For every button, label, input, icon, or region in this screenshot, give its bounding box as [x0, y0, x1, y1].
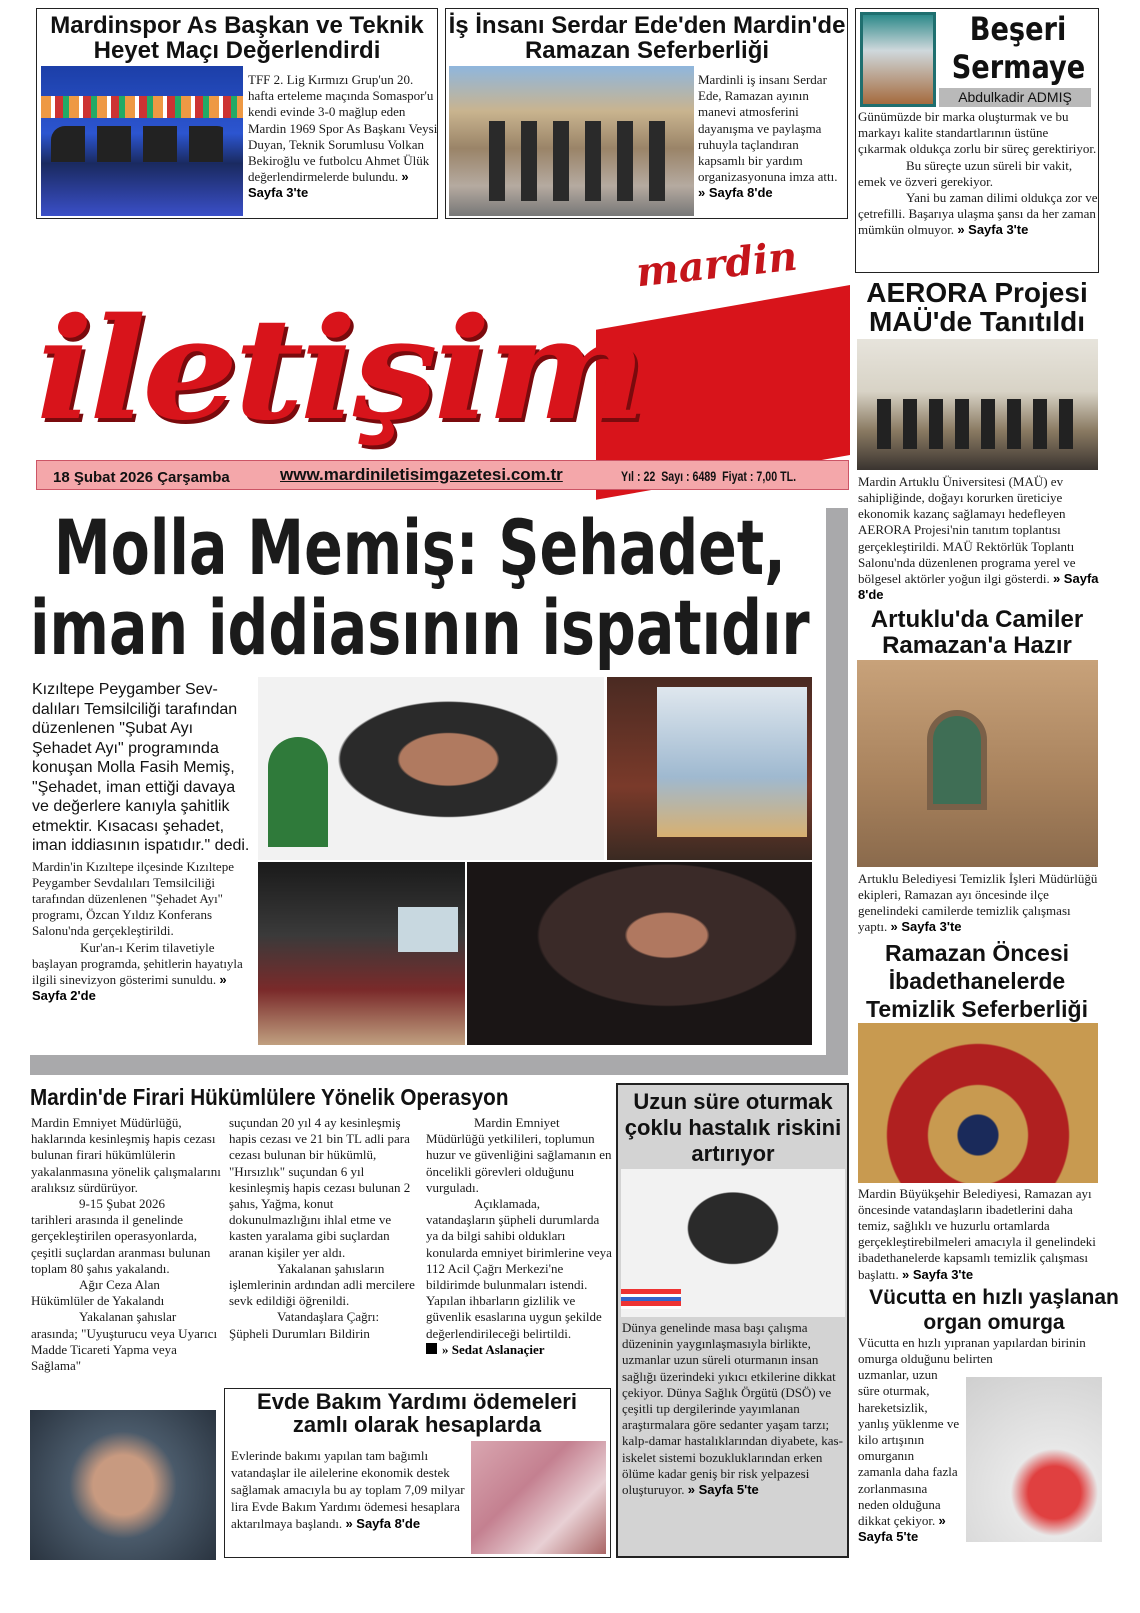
- story-body: [248, 72, 438, 202]
- paragraph: Kur'an-ı Kerim tilavetiyle başlayan programda, şehitlerin hayatıyla ilgili sinevizyon gösterimi sunuldu.: [32, 939, 243, 987]
- back-pain-photo: [966, 1377, 1102, 1542]
- subheading: Şüpheli Durumları Bildirin: [229, 1325, 370, 1341]
- paragraph: Yakalanan şahısların işlemlerinin ardından adli mercilere sevk edildiği öğrenildi.: [229, 1260, 415, 1309]
- author-name: Abdulkadir ADMIŞ: [939, 88, 1091, 107]
- column-title-2: [952, 49, 1085, 87]
- story-title: AERORA Projesi MAÜ'de Tanıtıldı: [866, 277, 1088, 338]
- column-title: [952, 11, 1085, 48]
- story-body: [231, 1447, 466, 1532]
- story-col-2: [229, 1115, 419, 1342]
- author-name: » Sedat Aslanaçier: [442, 1341, 545, 1357]
- continue-link[interactable]: » Sayfa 3'te: [248, 169, 409, 201]
- top-left-story[interactable]: [36, 8, 438, 219]
- continue-link[interactable]: » Sayfa 3'te: [890, 919, 962, 935]
- story-title: Uzun süre oturmak çoklu hastalık riskini artırıyor: [624, 1089, 842, 1166]
- lead-intro: Kızıltepe Peygamber Sevdalıları Temsilciliği tarafından düzenlenen "Şubat Ayı Şehadet Ayı" programında konuşan Molla Fasih Memiş, "Şehadet, iman ettiği davaya ve değerlere kanıyla şahitlik etmektir. Kısacası şehadet, iman iddiasının ispatıdır." dedi.: [32, 681, 250, 854]
- website-link[interactable]: www.mardiniletisimgazetesi.com.tr: [280, 465, 563, 484]
- story-text: TFF 2. Lig Kırmızı Grup'un 20. hafta erteleme maçında Somaspor'u kendi evinde 3-0 mağlup eden Mardin 1969 Spor As Başkanı Veysi Duyan, Teknik Sorumlusu Volkan Bekiroğlu ve futbolcu Ahmet Ülük değerlendirmelerde bulundu.: [248, 72, 438, 185]
- opinion-column[interactable]: [855, 8, 1099, 273]
- author-photo: [860, 12, 936, 107]
- story-body-top: Vücutta en hızlı yıpranan yapılardan birinin omurga olduğunu belirten: [858, 1334, 1086, 1367]
- paragraph: tarihleri arasında il genelinde gerçekleştirilen operasyonlarda, çeşitli suçlardan aranması bulunan toplam 80 şahıs yakalandı.: [31, 1212, 211, 1276]
- story-body: [852, 474, 1102, 604]
- story-text: Artuklu Belediyesi Temizlik İşleri Müdürlüğü ekipleri, Ramazan ayı öncesinde ilçe genelindeki camilerde temizlik çalışması yaptı.: [858, 870, 1098, 935]
- headline-line: Molla Memiş: Şehadet,: [53, 503, 786, 592]
- continue-link[interactable]: » Sayfa 5'te: [687, 1482, 759, 1498]
- lead-headline: [30, 503, 810, 672]
- evde-bakim-story[interactable]: [224, 1388, 611, 1558]
- speaker-microphone-photo: [467, 862, 812, 1045]
- column-title-line: Beşeri: [969, 10, 1067, 48]
- story-text: uzmanlar, uzun süre oturmak, hareketsizlik, yanlış yüklenme ve kilo artışının omurganın zamanla daha fazla zorlanmasına neden olduğuna dikkat çekiyor.: [858, 1367, 960, 1529]
- continue-link[interactable]: » Sayfa 8'de: [345, 1516, 421, 1531]
- meeting-photo: [857, 339, 1098, 470]
- continue-link[interactable]: » Sayfa 5'te: [858, 1513, 946, 1545]
- story-title: Ramazan Öncesi İbadethanelerde Temizlik Seferberliği: [866, 939, 1088, 1022]
- paragraph: Yakalanan şahıslar: [79, 1309, 177, 1325]
- story-text: Mardin Artuklu Üniversitesi (MAÜ) ev sahipliğinde, doğayı korurken üreticiye ekonomik kazanç sağlamayı hedefleyen AERORA Projesi'nin tanıtım toplantısı gerçekleştirildi. MAÜ Rektörlük Toplantı Salonu'nda düzenlenen programa yerel ve bölgesel aktörler yoğun ilgi gösterdi.: [858, 473, 1076, 586]
- paragraph: arasında; "Uyuşturucu veya Uyarıcı Madde Ticareti Yapma veya Sağlama": [31, 1325, 218, 1374]
- story-text: Dünya genelinde masa başı çalışma düzeninin yaygınlaşmasıyla birlikte, uzmanlar uzun süreli oturmanın insan sağlığı üzerindeki yıkıcı etkilerine dikkat çekiyor. Dünya Sağlık Örgütü (DSÖ) ve çeşitli tıp dergilerinde yayımlanan araştırmalara göre sedanter yaşam tarzı; kalp-damar hastalıklarından diyabete, kas-iskelet sistemi bozukluklarından erken ölüme kadar geniş bir risk yelpazesi oluşturuyor.: [622, 1320, 843, 1498]
- paragraph: suçundan 20 yıl 4 ay kesinleşmiş hapis cezası ve 21 bin TL adli para cezası bulunan bir hükümlü, "Hırsızlık" suçundan 6 yıl kesinleşmiş hapis cezası bulunan 2 şahıs, Yağma, konut dokunulmazlığını ihlal etme ve kasten yaralama gibi suçlardan aranan kişiler yer aldı.: [229, 1115, 411, 1260]
- square-bullet-icon: [426, 1343, 437, 1354]
- story-body: [698, 72, 846, 202]
- issue-date: 18 Şubat 2026 Çarşamba: [53, 469, 230, 486]
- charity-visit-photo: [449, 66, 694, 216]
- logo: iletişim: [36, 288, 643, 452]
- gray-frame-right: [826, 508, 848, 1075]
- banknotes-photo: [471, 1441, 606, 1554]
- paragraph: vatandaşların şüpheli durumlarda ya da bilgi sahibi oldukları konularda emniyet birimlerine veya 112 Acil Çağrı Merkezi'ne bildirimde bulunmaları istendi. Yapılan ihbarların gizlilik ve güvenlik esaslarına uygun şekilde değerlendirileceği belirtildi.: [426, 1212, 612, 1341]
- paragraph: Bu süreçte uzun süreli bir vakit, emek ve özveri gerekiyor.: [858, 157, 1073, 189]
- gray-frame-bottom: [30, 1055, 848, 1075]
- paragraph: Açıklamada,: [474, 1196, 541, 1212]
- audience-photo: [258, 862, 465, 1045]
- top-mid-story[interactable]: [445, 8, 848, 219]
- masthead: [36, 232, 850, 460]
- right-column: [852, 277, 1119, 1545]
- story-title: Evde Bakım Yardımı ödemeleri zamlı olarak hesaplarda: [257, 1389, 577, 1438]
- story-title: Vücutta en hızlı yaşlanan organ omurga: [869, 1285, 1119, 1334]
- subheading: Vatandaşlara Çağrı:: [277, 1309, 380, 1325]
- paragraph: Mardin'in Kızıltepe ilçesinde Kızıltepe Peygamber Sevdalıları Temsilciliği tarafından düzenlenen "Şehadet Ayı" programı, Özcan Yıldız Konferans Salonu'nda gerçekleştirildi.: [32, 858, 234, 939]
- office-worker-photo: [621, 1169, 845, 1317]
- column-title-line: Sermaye: [951, 48, 1086, 86]
- paragraph: Mardin Emniyet Müdürlüğü, haklarında kesinleşmiş hapis cezası bulunan firari hükümlülerin yakalanmasına yönelik çalışmalarını aralıksız sürdürüyor.: [31, 1115, 221, 1195]
- uzun-sure-story[interactable]: [616, 1083, 849, 1558]
- paragraph: Günümüzde bir marka oluşturmak ve bu markayı kalite standartlarının üstüne çıkarmak oldukça zorlu bir süreç gerektiriyor.: [858, 109, 1097, 157]
- continue-link[interactable]: » Sayfa 3'te: [957, 222, 1029, 238]
- story-body: [852, 871, 1102, 936]
- story-text: Mardinli iş insanı Serdar Ede, Ramazan ayının manevi atmosferini dayanışma ve paylaşma ruhuyla taçlandıran kapsamlı bir yardım organizasyonuna imza attı.: [698, 72, 838, 185]
- continue-link[interactable]: » Sayfa 3'te: [902, 1266, 974, 1282]
- carpet-cleaning-photo: [858, 1023, 1098, 1183]
- press-conference-photo: [41, 66, 243, 216]
- subheading: Ağır Ceza Alan: [79, 1277, 160, 1293]
- info-bar: [36, 460, 849, 490]
- story-title: Artuklu'da Camiler Ramazan'a Hazır: [870, 606, 1084, 659]
- story-col-1: [31, 1115, 221, 1374]
- lead-body: [32, 859, 254, 1005]
- paragraph: 9-15 Şubat 2026: [79, 1196, 165, 1212]
- subheading: Hükümlüler de Yakalandı: [31, 1293, 165, 1309]
- story-title: Mardin'de Firari Hükümlülere Yönelik Operasyon: [30, 1084, 509, 1110]
- lead-text: [32, 680, 254, 1004]
- story-body: [852, 1367, 1102, 1545]
- banner-photo: [607, 677, 812, 860]
- story-text: Evlerinde bakımı yapılan tam bağımlı vatandaşlar ile ailelerine ekonomik destek sağlamak amacıyla bu ay toplam 7,09 milyar lira Evde Bakım Yardımı ödemesi hesaplara aktarılmaya başlandı.: [231, 1448, 465, 1531]
- story-body: [852, 1186, 1102, 1283]
- mosque-cleaning-photo: [857, 660, 1098, 867]
- story-title: İş İnsanı Serdar Ede'den Mardin'de Ramazan Seferberliği: [448, 12, 846, 65]
- continue-link[interactable]: » Sayfa 2'de: [32, 971, 227, 1004]
- continue-link[interactable]: » Sayfa 8'de: [858, 571, 1099, 603]
- column-body: [858, 109, 1098, 239]
- logo-subtitle: mardin: [633, 232, 800, 297]
- headline-line: iman iddiasının ispatıdır: [30, 583, 810, 672]
- paragraph: Yani bu zaman dilimi oldukça zor ve çetrefilli. Başarıya ulaşma şansı da her zaman mümkün olmuyor.: [858, 190, 1098, 238]
- speaker-photo: [258, 677, 604, 860]
- continue-link[interactable]: » Sayfa 8'de: [698, 185, 773, 201]
- paragraph: Mardin Emniyet: [474, 1115, 560, 1130]
- handcuffs-photo: [30, 1410, 216, 1560]
- story-body: [622, 1320, 848, 1498]
- issue-info: Yıl : 22 Sayı : 6489 Fiyat : 7,00 TL.: [621, 468, 797, 484]
- story-title: Mardinspor As Başkan ve Teknik Heyet Maçı Değerlendirdi: [50, 12, 424, 65]
- paragraph: Müdürlüğü yetkilileri, toplumun huzur ve güvenliğini sağlamanın en öncelikli görevleri olduğunu vurguladı.: [426, 1131, 612, 1195]
- story-col-3: [426, 1115, 614, 1358]
- story-text: Mardin Büyükşehir Belediyesi, Ramazan ayı öncesinde vatandaşların ibadetlerini daha temiz, sağlıklı ve huzurlu ortamlarda gerçekleştirebilmeleri amacıyla il genelindeki ibadethanelerde kapsamlı temizlik çalışması başlattı.: [858, 1185, 1096, 1282]
